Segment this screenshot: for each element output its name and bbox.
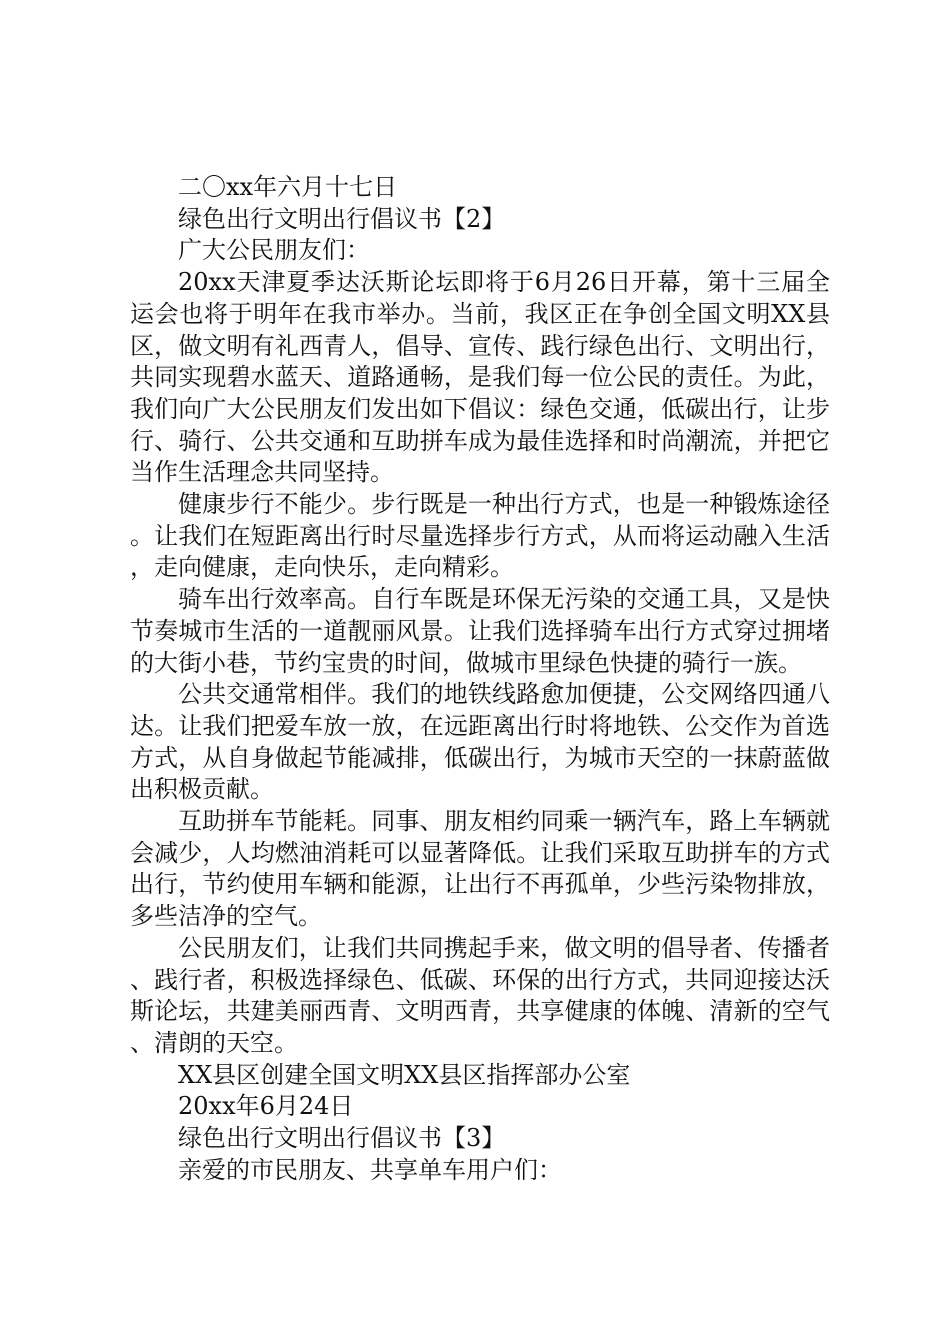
- date-line: 二〇xx年六月十七日: [178, 173, 398, 201]
- proposal-title-2: 绿色出行文明出行倡议书【2】: [178, 204, 506, 233]
- document-body: [130, 172, 830, 1187]
- salutation-2: 广大公民朋友们：: [178, 236, 370, 265]
- paragraph-closing: 公民朋友们，让我们共同携起手来，做文明的倡导者、传播者、践行者，积极选择绿色、低碳、环保的出行方式，共同迎接达沃斯论坛，共建美丽西青、文明西青，共享健康的体魄、清新的空气、清朗的天空。: [130, 933, 830, 1057]
- paragraph-public-transport: 公共交通常相伴。我们的地铁线路愈加便捷，公交网络四通八达。让我们把爱车放一放，在远距离出行时将地铁、公交作为首选方式，从自身做起节能减排，低碳出行，为城市天空的一抹蔚蓝做出积极贡献。: [130, 680, 830, 804]
- signature-date: 20xx年6月24日: [178, 1092, 354, 1121]
- signature-line: XX县区创建全国文明XX县区指挥部办公室: [178, 1060, 631, 1089]
- paragraph-cycling: 骑车出行效率高。自行车既是环保无污染的交通工具，又是快节奏城市生活的一道靓丽风景。让我们选择骑车出行方式穿过拥堵的大街小巷，节约宝贵的时间，做城市里绿色快捷的骑行一族。: [130, 585, 830, 677]
- paragraph-carpool: 互助拼车节能耗。同事、朋友相约同乘一辆汽车，路上车辆就会减少，人均燃油消耗可以显著降低。让我们采取互助拼车的方式出行，节约使用车辆和能源，让出行不再孤单，少些污染物排放，多些洁净的空气。: [130, 807, 830, 931]
- paragraph-intro: 20xx天津夏季达沃斯论坛即将于6月26日开幕，第十三届全运会也将于明年在我市举办。当前，我区正在争创全国文明XX县区，做文明有礼西青人，倡导、宣传、践行绿色出行、文明出行，共同实现碧水蓝天、道路通畅，是我们每一位公民的责任。为此，我们向广大公民朋友们发出如下倡议：绿色交通，低碳出行，让步行、骑行、公共交通和互助拼车成为最佳选择和时尚潮流，并把它当作生活理念共同坚持。: [130, 268, 830, 487]
- salutation-3: 亲爱的市民朋友、共享单车用户们：: [178, 1155, 562, 1184]
- proposal-title-3: 绿色出行文明出行倡议书【3】: [178, 1124, 506, 1153]
- paragraph-walking: 健康步行不能少。步行既是一种出行方式，也是一种锻炼途径。让我们在短距离出行时尽量选择步行方式，从而将运动融入生活，走向健康，走向快乐，走向精彩。: [130, 490, 830, 582]
